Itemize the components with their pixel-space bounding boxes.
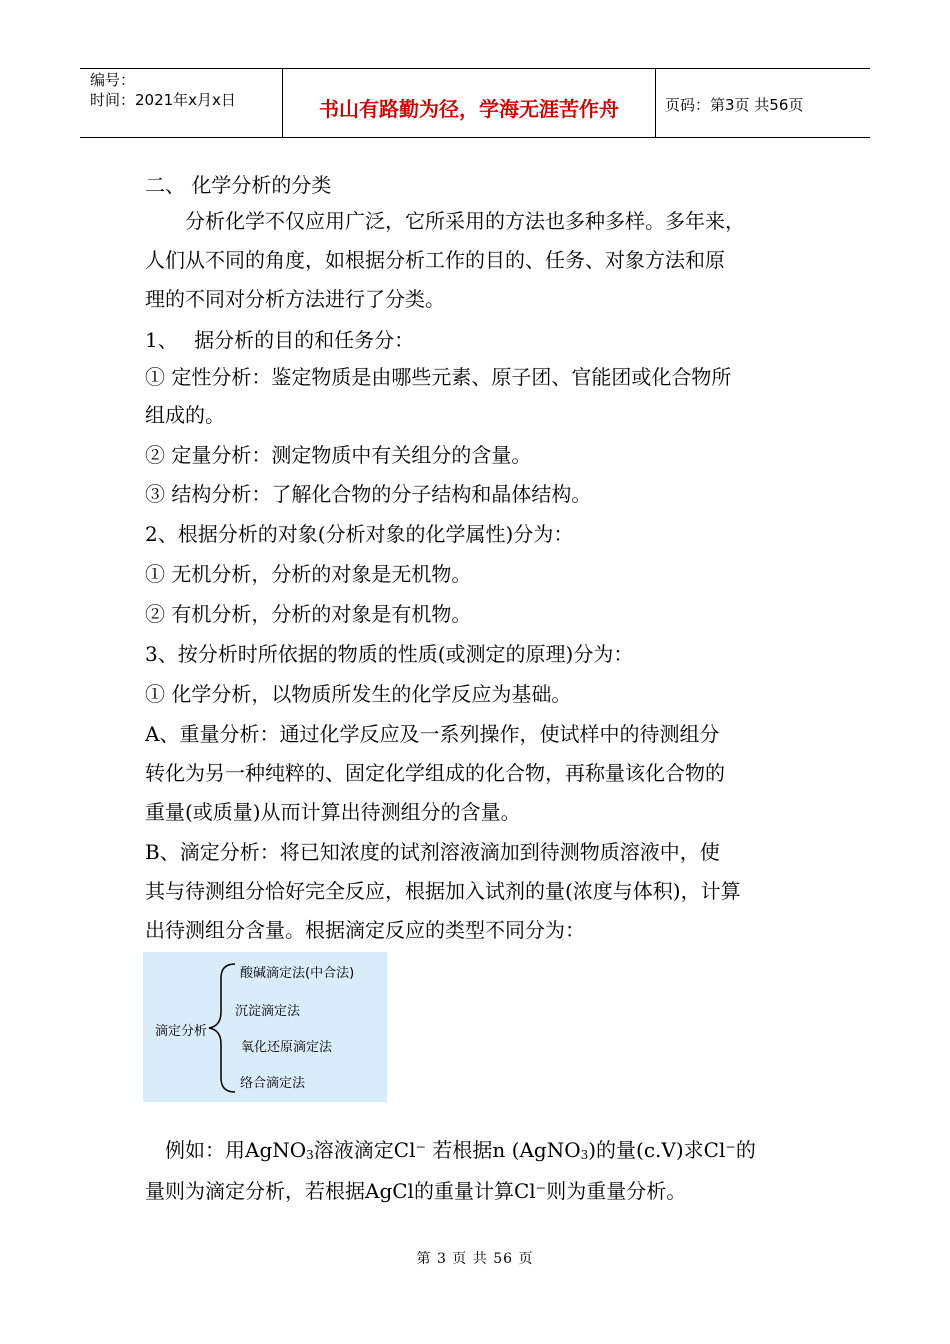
header-meta-cell: [80, 69, 282, 137]
item1-qualitative-line-2: 组成的。: [145, 403, 225, 427]
item3-title: 3、按分析时所依据的物质的性质(或测定的原理)分为：: [145, 642, 634, 666]
page-footer: 第 3 页 共 56 页: [416, 1251, 534, 1267]
diagram-branch-redox: 氧化还原滴定法: [241, 1040, 333, 1055]
item2-inorganic: ① 无机分析，分析的对象是无机物。: [145, 562, 472, 586]
intro-line-2: 人们从不同的角度，如根据分析工作的目的、任务、对象方法和原: [145, 248, 725, 272]
header-page-cell: [655, 69, 870, 137]
example-line-2: 量则为滴定分析，若根据AgCl的重量计算Cl⁻则为重量分析。: [145, 1179, 687, 1203]
header-motto: 书山有路勤为径，学海无涯苦作舟: [319, 97, 619, 121]
item3-chemical: ① 化学分析，以物质所发生的化学反应为基础。: [145, 682, 572, 706]
item1-title: 1、 据分析的目的和任务分：: [145, 328, 415, 352]
doc-number-label: 编号：: [90, 71, 136, 89]
header-motto-cell: [282, 69, 656, 137]
item1-structural: ③ 结构分析：了解化合物的分子结构和晶体结构。: [145, 482, 592, 506]
gravimetric-line-1: A、重量分析：通过化学反应及一系列操作，使试样中的待测组分: [145, 722, 720, 746]
titration-line-2: 其与待测组分恰好完全反应，根据加入试剂的量(浓度与体积)，计算: [145, 879, 741, 903]
titration-line-1: B、滴定分析：将已知浓度的试剂溶液滴加到待测物质溶液中，使: [145, 840, 720, 864]
diagram-root-label: 滴定分析: [155, 1024, 208, 1039]
titration-types-diagram: [143, 952, 387, 1102]
page-header: [80, 68, 870, 138]
titration-line-3: 出待测组分含量。根据滴定反应的类型不同分为：: [145, 918, 585, 942]
diagram-branch-acid-base: 酸碱滴定法(中合法): [240, 966, 355, 981]
intro-line-3: 理的不同对分析方法进行了分类。: [145, 287, 445, 311]
intro-line-1: 分析化学不仅应用广泛，它所采用的方法也多种多样。多年来，: [145, 209, 745, 233]
item1-qualitative-line-1: ① 定性分析：鉴定物质是由哪些元素、原子团、官能团或化合物所: [145, 365, 732, 389]
diagram-branch-precipitation: 沉淀滴定法: [235, 1004, 301, 1019]
doc-date-label: 时间：2021年x月x日: [90, 91, 236, 109]
item2-title: 2、根据分析的对象(分析对象的化学属性)分为：: [145, 522, 574, 546]
gravimetric-line-3: 重量(或质量)从而计算出待测组分的含量。: [145, 800, 521, 824]
gravimetric-line-2: 转化为另一种纯粹的、固定化学组成的化合物，再称量该化合物的: [145, 761, 725, 785]
item2-organic: ② 有机分析，分析的对象是有机物。: [145, 602, 472, 626]
example-line-1: 例如：用AgNO$_3$溶液滴定Cl⁻ 若根据n (AgNO$_3$)的量(c.V)求Cl⁻的: [145, 1138, 756, 1162]
diagram-branch-complexometric: 络合滴定法: [240, 1076, 306, 1091]
header-page-label: 页码：第3页 共56页: [665, 96, 804, 114]
item1-quantitative: ② 定量分析：测定物质中有关组分的含量。: [145, 443, 532, 467]
section-title: 二、 化学分析的分类: [145, 173, 332, 197]
